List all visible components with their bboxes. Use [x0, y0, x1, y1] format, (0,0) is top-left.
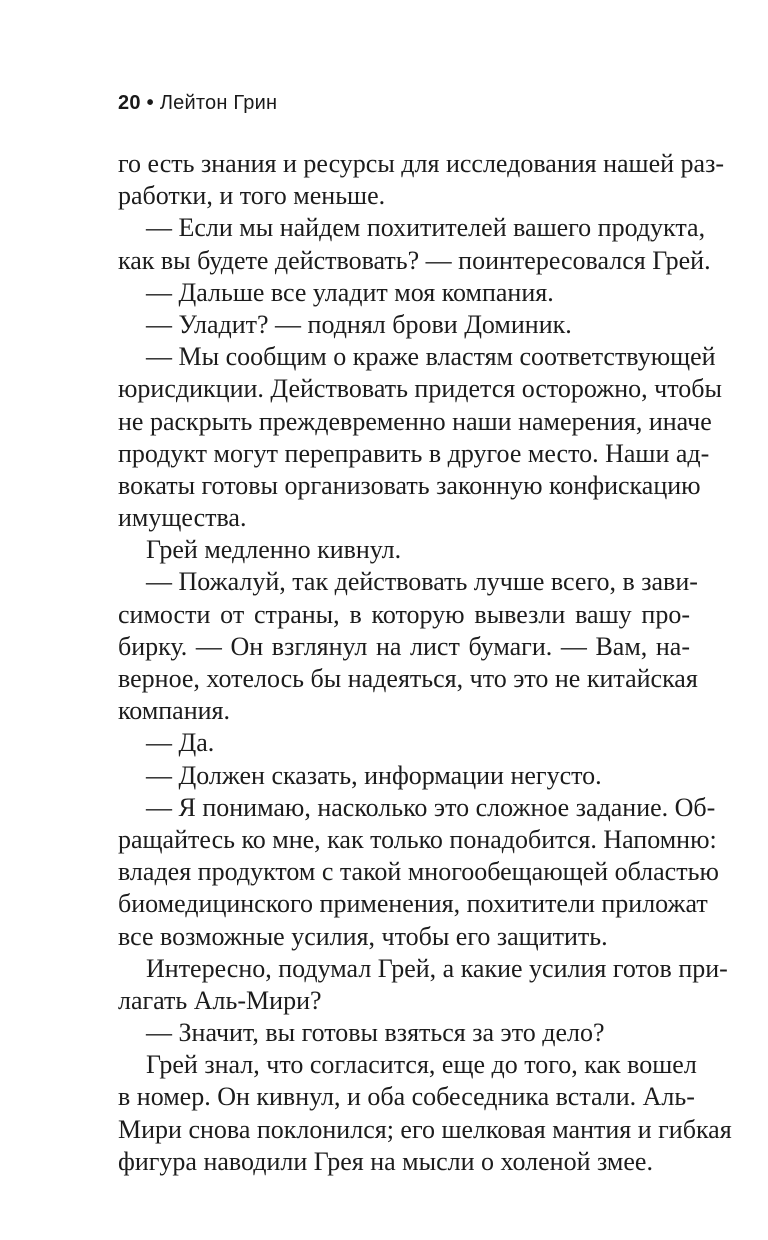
text-line: как вы будете действовать? — поинтересовался Грей.	[118, 245, 711, 275]
header-separator: •	[146, 92, 154, 114]
text-line: Грей знал, что согласится, еще до того, как вошел	[146, 1050, 697, 1080]
text-line: вокаты готовы организовать законную конфискацию	[118, 470, 701, 500]
text-line: — Мы сообщим о краже властям соответствующей	[146, 342, 716, 372]
text-line: биомедицинского применения, похитители приложат	[118, 889, 708, 919]
text-line: фигура наводили Грея на мысли о холеной змее.	[118, 1146, 653, 1176]
text-line: — Если мы найдем похитителей вашего продукта,	[146, 213, 706, 243]
page-number: 20	[118, 92, 141, 114]
text-line: Мири снова поклонился; его шелковая мантия и гибкая	[118, 1114, 732, 1144]
text-line: — Должен сказать, информации негусто.	[146, 760, 602, 790]
text-line: — Пожалуй, так действовать лучше всего, в зави-	[146, 567, 698, 597]
text-line: все возможные усилия, чтобы его защитить.	[118, 921, 608, 951]
body-text	[118, 148, 732, 1178]
text-line: продукт могут переправить в другое место. Наши ад-	[118, 438, 710, 468]
text-line: компания.	[118, 696, 231, 726]
running-head	[118, 92, 277, 115]
text-line: лагать Аль-Мири?	[118, 985, 322, 1015]
text-line: ращайтесь ко мне, как только понадобится. Напомню:	[118, 824, 717, 854]
text-line: — Да.	[146, 728, 215, 758]
text-line: юрисдикции. Действовать придется осторожно, чтобы	[118, 374, 722, 404]
text-line: Интересно, подумал Грей, а какие усилия готов при-	[146, 953, 728, 983]
text-line: не раскрыть преждевременно наши намерения, иначе	[118, 406, 712, 436]
header-author: Лейтон Грин	[159, 92, 278, 114]
text-line: владея продуктом с такой многообещающей областью	[118, 857, 719, 887]
text-line: работки, и того меньше.	[118, 181, 386, 211]
text-line: — Дальше все уладит моя компания.	[146, 277, 554, 307]
text-line: верное, хотелось бы надеяться, что это не китайская	[118, 664, 698, 693]
text-line: симости от страны, в которую вывезли вашу про-	[118, 599, 690, 629]
text-line: имущества.	[118, 503, 247, 533]
text-line: го есть знания и ресурсы для исследования нашей раз-	[118, 149, 724, 178]
text-line: — Уладит? — поднял брови Доминик.	[146, 309, 572, 339]
text-line: — Я понимаю, насколько это сложное задание. Об-	[146, 792, 716, 822]
text-line: Грей медленно кивнул.	[146, 535, 402, 565]
text-line: в номер. Он кивнул, и оба собеседника встали. Аль-	[118, 1082, 695, 1112]
text-line: — Значит, вы готовы взяться за это дело?	[146, 1018, 605, 1048]
text-line: бирку. — Он взглянул на лист бумаги. — Вам, на-	[118, 631, 690, 661]
